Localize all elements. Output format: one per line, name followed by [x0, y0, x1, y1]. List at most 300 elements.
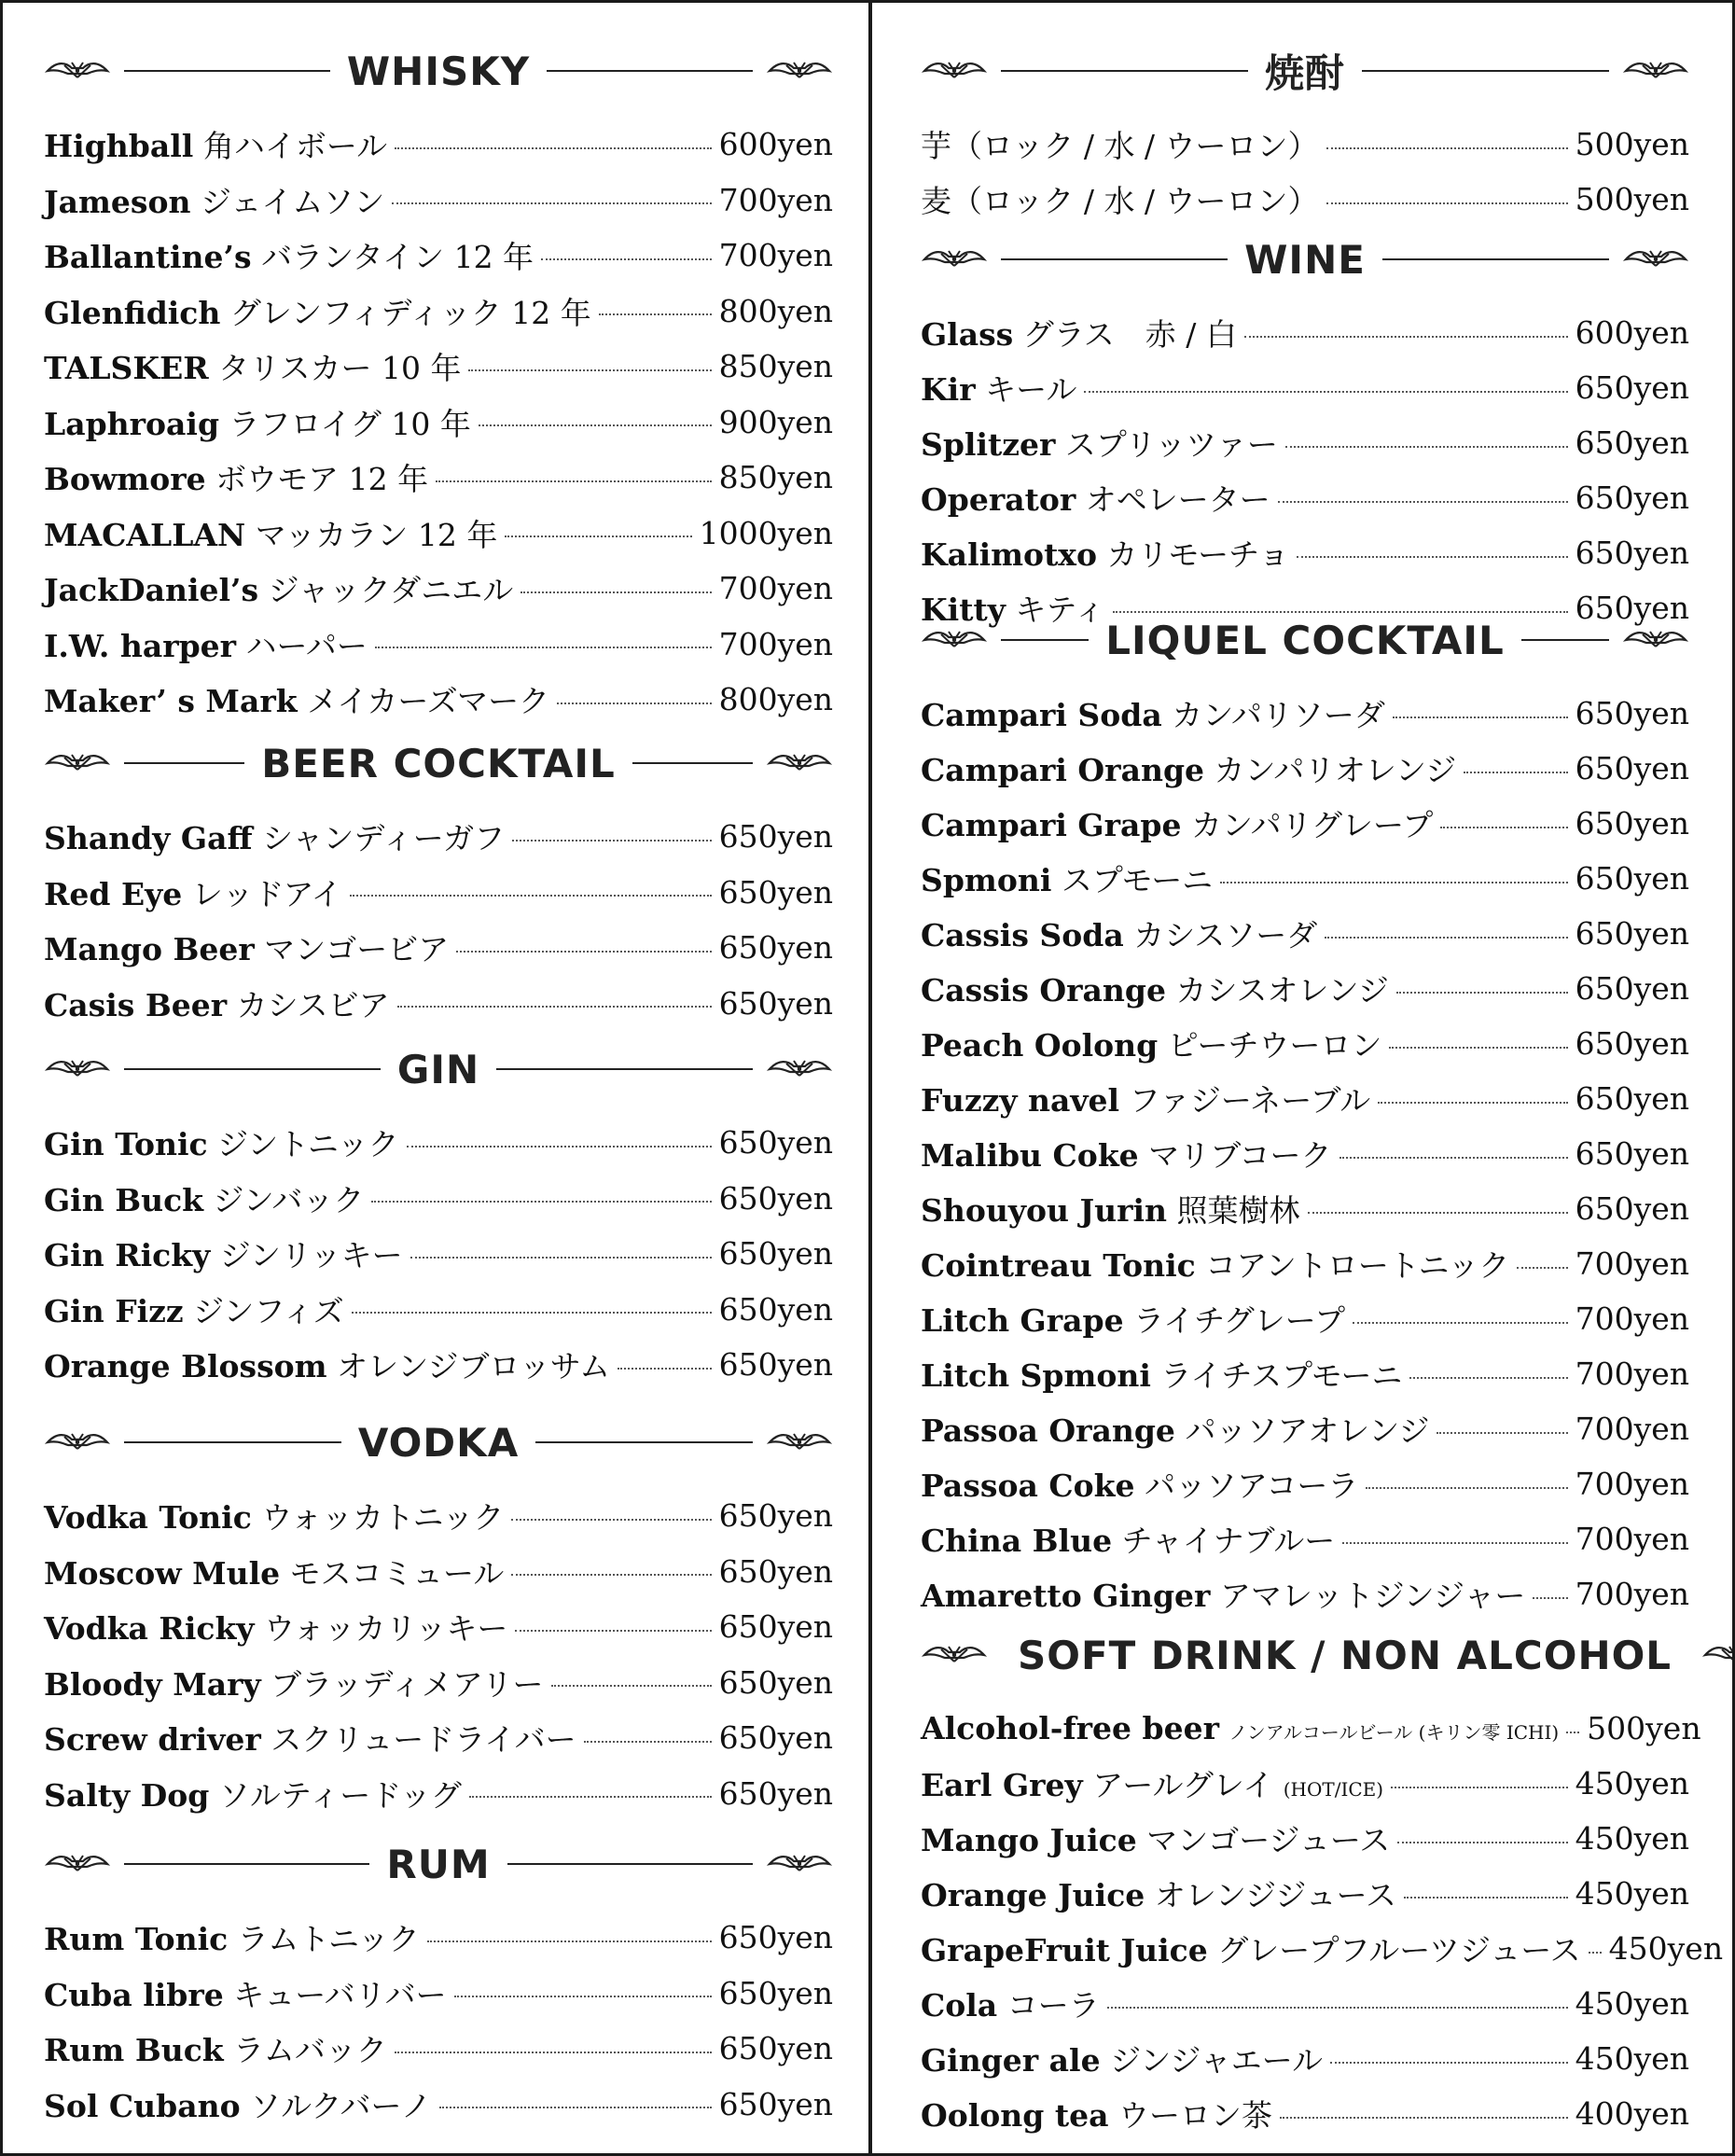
menu-item-glass [921, 305, 1689, 360]
item-price: 850yen [718, 459, 833, 496]
item-name-jp: ラムトニック [237, 1921, 420, 1958]
section-title: VODKA [357, 1419, 520, 1466]
dot-leader [1389, 1047, 1567, 1049]
menu-item-bloody-mary [44, 1655, 833, 1711]
item-name-en: Glenfidich [44, 294, 221, 331]
header-rule [632, 762, 753, 764]
dot-leader [1393, 716, 1568, 718]
item-name-en: China Blue [921, 1523, 1113, 1559]
item-name [44, 233, 534, 277]
item-name [44, 1550, 504, 1593]
item-name-en: Campari Grape [921, 807, 1182, 843]
item-name-jp: コアントロートニック [1205, 1247, 1510, 1284]
dot-leader [512, 840, 711, 842]
section-header [44, 1036, 833, 1102]
item-name-en: Orange Juice [921, 1877, 1145, 1913]
dot-leader [557, 702, 711, 704]
item-name [921, 856, 1213, 900]
item-name [921, 1077, 1370, 1120]
menu-item-kalimotxo [921, 525, 1689, 580]
item-price: 700yen [1575, 1466, 1689, 1502]
item-name [44, 677, 549, 721]
dot-leader [541, 258, 712, 260]
item-name-en: Amaretto Ginger [921, 1578, 1211, 1614]
menu-section [921, 1622, 1724, 2141]
item-price: 600yen [718, 126, 833, 163]
dot-leader [1280, 2117, 1568, 2119]
menu-item-vodka-ricky [44, 1599, 833, 1655]
header-rule [507, 1863, 753, 1865]
menu-item-highball [44, 117, 833, 173]
item-name [44, 622, 368, 666]
item-name-jp: カリモーチョ [1106, 536, 1290, 573]
item-price: 650yen [718, 1919, 833, 1956]
dot-leader [454, 1996, 712, 1997]
item-name-en: Rum Buck [44, 2032, 224, 2069]
item-name-en: Red Eye [44, 875, 183, 912]
item-name [921, 1187, 1300, 1231]
item-name [44, 455, 428, 499]
menu-item-screw-driver [44, 1710, 833, 1766]
dot-leader [392, 202, 711, 204]
item-price: 700yen [718, 625, 833, 662]
ornament-icon [921, 57, 988, 85]
item-name-jp: スプモーニ [1061, 862, 1214, 898]
item-name [44, 1120, 399, 1164]
item-name-jp: カシスソーダ [1133, 917, 1318, 953]
dot-leader [1396, 992, 1568, 994]
item-name [44, 981, 390, 1025]
item-price: 500yen [1575, 126, 1689, 162]
menu-item-spmoni [921, 851, 1689, 906]
item-name-en: Laphroaig [44, 405, 220, 442]
section-header [921, 607, 1689, 673]
item-name-jp: グレンフィディック 12 年 [229, 294, 591, 331]
header-rule [1382, 258, 1609, 260]
ornament-icon [1701, 1641, 1735, 1669]
item-name-en: Mango Beer [44, 931, 255, 968]
item-name [921, 1982, 1100, 2025]
menu-item-bowmore [44, 450, 833, 506]
menu-item-china-blue [921, 1511, 1689, 1566]
item-name [921, 1871, 1396, 1915]
item-name [921, 311, 1237, 355]
item-name-en: Passoa Orange [921, 1412, 1175, 1449]
item-name-jp: マッカラン 12 年 [255, 516, 498, 553]
item-name [44, 566, 513, 610]
item-name [921, 746, 1456, 790]
menu-item-cassis-soda [921, 906, 1689, 961]
item-name-jp: カシスオレンジ [1175, 972, 1389, 1008]
item-name-jp: 角ハイボール [202, 128, 388, 165]
item-name [44, 1494, 504, 1537]
menu-item-litch-grape [921, 1291, 1689, 1346]
section-title: GIN [396, 1046, 480, 1092]
item-name [921, 801, 1433, 845]
section-header [921, 227, 1689, 292]
dot-leader [352, 1312, 712, 1314]
item-name [44, 344, 461, 388]
item-name-en: Kir [921, 371, 976, 408]
dot-leader [1353, 1322, 1567, 1324]
menu-item-gin-buck [44, 1171, 833, 1227]
item-name [44, 178, 384, 222]
item-list [921, 117, 1689, 227]
header-rule [124, 1068, 381, 1070]
dot-leader [1342, 1542, 1567, 1544]
item-price: 650yen [718, 1774, 833, 1812]
item-name-en: Cassis Soda [921, 917, 1124, 953]
item-price: 450yen [1575, 1820, 1689, 1857]
item-name-en: Cuba libre [44, 1976, 224, 2013]
menu-item-campari-soda [921, 686, 1689, 741]
item-name-jp: ジンバック [213, 1181, 365, 1218]
item-list [921, 1701, 1724, 2141]
item-price: 650yen [1575, 970, 1689, 1007]
dot-leader [1326, 202, 1568, 204]
item-name-jp: アマレットジンジャー [1219, 1578, 1526, 1614]
dot-leader [1566, 1732, 1579, 1733]
item-name-jp: キール [985, 371, 1077, 408]
menu-item-shouyou-jurin [921, 1181, 1689, 1236]
item-name-en: I.W. harper [44, 627, 237, 664]
menu-section [44, 1410, 833, 1821]
menu-item-cola [921, 1976, 1689, 2031]
item-name-jp: ライチスプモーニ [1160, 1357, 1403, 1394]
section-header [44, 38, 833, 104]
item-name-jp: スプリッツァー [1064, 426, 1278, 463]
item-price: 650yen [1575, 750, 1689, 786]
menu-item-kir [921, 360, 1689, 415]
item-name-jp: パッソアコーラ [1145, 1467, 1359, 1504]
item-price: 650yen [1575, 1190, 1689, 1227]
menu-item-casis-beer [44, 976, 833, 1032]
item-name-en: Casis Beer [44, 986, 228, 1023]
item-name [44, 1716, 576, 1760]
item-name-en: Bloody Mary [44, 1665, 261, 1703]
dot-leader [1589, 1952, 1602, 1954]
item-name [44, 122, 387, 166]
header-rule [496, 1068, 753, 1070]
item-name-jp: ジンジャエール [1110, 2042, 1324, 2079]
dot-leader [1517, 1267, 1567, 1269]
item-price: 1000yen [699, 514, 833, 551]
item-name-jp: ソルティードッグ [218, 1776, 462, 1814]
menu-section [44, 1831, 833, 2132]
dot-leader [1084, 391, 1567, 393]
item-name [44, 2026, 387, 2070]
item-price: 650yen [1575, 535, 1689, 571]
item-name [921, 1816, 1390, 1860]
item-name-en: Cola [921, 1987, 998, 2024]
item-price: 650yen [718, 1235, 833, 1273]
menu-item-peach-oolong [921, 1016, 1689, 1071]
item-note: (HOT/ICE) [1283, 1778, 1384, 1801]
dot-leader [1308, 1212, 1568, 1214]
menu-item-campari-grape [921, 796, 1689, 851]
ornament-icon [766, 1850, 833, 1878]
section-title: WINE [1244, 236, 1366, 283]
menu-item-earl-grey [921, 1756, 1689, 1811]
item-name-en: Oolong tea [921, 2097, 1109, 2134]
item-name-en: Ginger ale [921, 2042, 1101, 2079]
ornament-icon [921, 245, 988, 273]
menu-item-moscow-mule [44, 1544, 833, 1600]
item-name-en: TALSKER [44, 350, 209, 387]
item-price: 700yen [1575, 1521, 1689, 1557]
item-name [921, 1352, 1402, 1396]
item-name-en: Glass [921, 316, 1014, 353]
item-price: 650yen [718, 1497, 833, 1535]
menu-item-orange-blossom [44, 1337, 833, 1393]
item-name-jp: ジントニック [217, 1126, 399, 1163]
item-list [44, 1115, 833, 1393]
item-name-jp: モスコミュール [289, 1554, 505, 1592]
item-name-en: Shandy Gaff [44, 820, 253, 857]
item-name-en: Gin Tonic [44, 1126, 208, 1163]
item-name-jp: グラス 赤 / 白 [1022, 316, 1237, 353]
item-price: 500yen [1587, 1710, 1701, 1746]
dot-leader [599, 313, 712, 315]
item-price: 650yen [718, 1346, 833, 1384]
dot-leader [407, 1146, 712, 1148]
dot-leader [1409, 1377, 1567, 1379]
item-name-jp: グレープフルーツジュース [1217, 1932, 1581, 1968]
dot-leader [1107, 2007, 1568, 2009]
item-name-en: Shouyou Jurin [921, 1192, 1168, 1229]
item-name-jp: マンゴービア [264, 931, 450, 968]
menu-item-fuzzy-navel [921, 1071, 1689, 1126]
item-name-jp: ブラッディメアリー [271, 1665, 544, 1703]
menu-item-alcohol-free-beer [921, 1701, 1701, 1756]
item-name-en: Earl Grey [921, 1767, 1083, 1803]
item-name-jp: マリブコーク [1148, 1137, 1332, 1174]
item-price: 650yen [1575, 590, 1689, 626]
dot-leader [468, 369, 711, 371]
item-name [921, 2092, 1272, 2135]
menu-item-grapefruit-juice [921, 1921, 1724, 1976]
menu-section [921, 38, 1689, 227]
dot-leader [1366, 1487, 1567, 1489]
item-name-en: Cassis Orange [921, 972, 1166, 1008]
header-rule [547, 70, 753, 72]
item-name [921, 2037, 1323, 2080]
section-title: LIQUEL COCKTAIL [1105, 617, 1505, 663]
menu-item-rum-tonic [44, 1910, 833, 1966]
item-name-jp: 麦（ロック / 水 / ウーロン） [921, 183, 1319, 219]
item-name-en: Maker’ s Mark [44, 683, 298, 720]
menu-item-laphroaig [44, 395, 833, 451]
item-name-en: Gin Fizz [44, 1292, 184, 1329]
item-name [921, 1761, 1383, 1805]
item-name [44, 925, 449, 969]
item-name-jp: カシスビア [236, 986, 390, 1023]
ornament-icon [44, 1850, 111, 1878]
section-header [44, 1831, 833, 1897]
section-header [44, 1410, 833, 1475]
item-price: 650yen [1575, 805, 1689, 842]
item-price: 650yen [718, 929, 833, 967]
dot-leader [1244, 336, 1568, 338]
item-name-jp: ジャックダニエル [268, 572, 514, 609]
item-name-jp: 照葉樹林 [1176, 1192, 1300, 1229]
menu-item-talsker [44, 339, 833, 395]
dot-leader [436, 480, 711, 482]
menu-section [921, 607, 1689, 1621]
item-name-jp: ファジーネーブル [1129, 1082, 1371, 1119]
item-price: 650yen [718, 2085, 833, 2122]
dot-leader [1437, 1432, 1567, 1434]
item-name [921, 1462, 1358, 1506]
dot-leader [1278, 501, 1568, 503]
menu-item-rum-buck [44, 2021, 833, 2077]
item-name-en: GrapeFruit Juice [921, 1932, 1208, 1968]
section-title: BEER COCKTAIL [261, 740, 616, 786]
header-rule [124, 762, 244, 764]
dot-leader [1378, 1102, 1567, 1104]
menu-item-gin-tonic [44, 1115, 833, 1171]
menu-item-passoa-orange [921, 1401, 1689, 1456]
item-price: 650yen [718, 1719, 833, 1757]
menu-item-cointreau-tonic [921, 1236, 1689, 1291]
item-name-en: Kitty [921, 591, 1006, 628]
item-name-jp: マンゴージュース [1146, 1822, 1391, 1858]
item-name-en: Campari Soda [921, 697, 1162, 733]
menu-item-orange-juice [921, 1866, 1689, 1921]
item-price: 650yen [718, 1552, 833, 1590]
item-name-jp: ウォッカリッキー [264, 1610, 508, 1648]
item-price: 500yen [1575, 181, 1689, 217]
ornament-icon [766, 1055, 833, 1083]
item-price: 450yen [1575, 1765, 1689, 1801]
ornament-icon [766, 1428, 833, 1456]
menu-column-left [3, 3, 868, 2153]
item-name-jp: コーラ [1006, 1987, 1100, 2024]
item-price: 450yen [1575, 2040, 1689, 2077]
dot-leader [439, 2107, 712, 2108]
item-price: 650yen [718, 818, 833, 855]
item-name-jp: メイカーズマーク [307, 683, 550, 720]
dot-leader [456, 951, 711, 953]
item-name-jp: スクリュードライバー [271, 1721, 576, 1759]
ornament-icon [1622, 626, 1689, 654]
item-name [44, 1772, 462, 1815]
item-price: 450yen [1575, 1875, 1689, 1912]
header-rule [124, 1863, 369, 1865]
ornament-icon [766, 57, 833, 85]
section-header [921, 1622, 1689, 1688]
menu-item-glenfidich [44, 284, 833, 340]
item-price: 650yen [718, 873, 833, 911]
item-list [44, 1910, 833, 2132]
menu-column-right [868, 3, 1735, 2153]
item-price: 650yen [1575, 1025, 1689, 1062]
item-name-en: Campari Orange [921, 752, 1205, 788]
item-price: 450yen [1575, 1985, 1689, 2022]
dot-leader [427, 1940, 712, 1942]
item-name [44, 1971, 447, 2015]
item-name-en: Ballantine’s [44, 239, 252, 276]
item-name [921, 1710, 1559, 1746]
item-name-jp: ソルクバーノ [250, 2087, 432, 2124]
item-price: 650yen [1575, 915, 1689, 952]
item-name-jp: ウォッカトニック [261, 1499, 505, 1537]
item-name-en: Gin Ricky [44, 1237, 211, 1274]
item-name-en: Sol Cubano [44, 2087, 241, 2124]
item-price: 400yen [1575, 2095, 1689, 2132]
item-name [921, 122, 1319, 166]
item-name-jp: ジンリッキー [219, 1237, 403, 1274]
item-price: 650yen [1575, 480, 1689, 516]
item-name [44, 1176, 364, 1220]
header-rule [1521, 639, 1609, 641]
ornament-icon [44, 749, 111, 777]
item-name [921, 1572, 1525, 1616]
item-name-en: Bowmore [44, 461, 206, 498]
ornament-icon [921, 626, 988, 654]
menu-item-jackdaniel-s [44, 561, 833, 617]
item-price: 700yen [1575, 1576, 1689, 1612]
menu-item-item [921, 172, 1689, 227]
item-name-jp: オレンジブロッサム [337, 1348, 611, 1385]
header-rule [1001, 70, 1248, 72]
item-price: 900yen [718, 403, 833, 440]
dot-leader [618, 1368, 711, 1370]
item-name [921, 1132, 1332, 1175]
item-name [921, 1517, 1335, 1561]
dot-leader [395, 2052, 712, 2053]
dot-leader [551, 1685, 712, 1687]
item-name [921, 476, 1270, 520]
ornament-icon [921, 1641, 988, 1669]
menu-item-cuba-libre [44, 1966, 833, 2022]
item-name-en: Cointreau Tonic [921, 1247, 1196, 1284]
menu-item-macallan [44, 506, 833, 562]
item-name [921, 421, 1278, 465]
menu-item-operator [921, 470, 1689, 525]
item-name-en: Fuzzy navel [921, 1082, 1120, 1119]
dot-leader [511, 1574, 711, 1576]
item-name-en: Kalimotxo [921, 536, 1097, 573]
menu-section [44, 730, 833, 1031]
item-name-en: Passoa Coke [921, 1467, 1135, 1504]
item-name-en: Alcohol-free beer [921, 1710, 1219, 1746]
menu-item-sol-cubano [44, 2077, 833, 2133]
menu-item-mango-juice [921, 1811, 1689, 1866]
item-name-en: Vodka Ricky [44, 1610, 255, 1648]
dot-leader [1397, 1842, 1567, 1843]
item-name [921, 1926, 1581, 1970]
dot-leader [375, 647, 712, 648]
item-name [44, 814, 505, 858]
menu-section [44, 1036, 833, 1393]
menu-item-i-w-harper [44, 617, 833, 673]
dot-leader [1330, 2062, 1567, 2064]
menu-item-mango-beer [44, 920, 833, 976]
item-list [44, 1488, 833, 1821]
item-name-jp: バランタイン 12 年 [261, 239, 534, 276]
item-name-en: Litch Grape [921, 1302, 1124, 1339]
item-price: 650yen [1575, 1080, 1689, 1117]
item-name [44, 2082, 432, 2126]
menu-item-amaretto-ginger [921, 1566, 1689, 1621]
item-list [44, 809, 833, 1031]
dot-leader [397, 1006, 712, 1008]
item-name [44, 1342, 610, 1386]
menu-item-salty-dog [44, 1766, 833, 1822]
dot-leader [1464, 772, 1567, 773]
item-note: ノンアルコールビール (キリン零 ICHI) [1228, 1721, 1560, 1744]
